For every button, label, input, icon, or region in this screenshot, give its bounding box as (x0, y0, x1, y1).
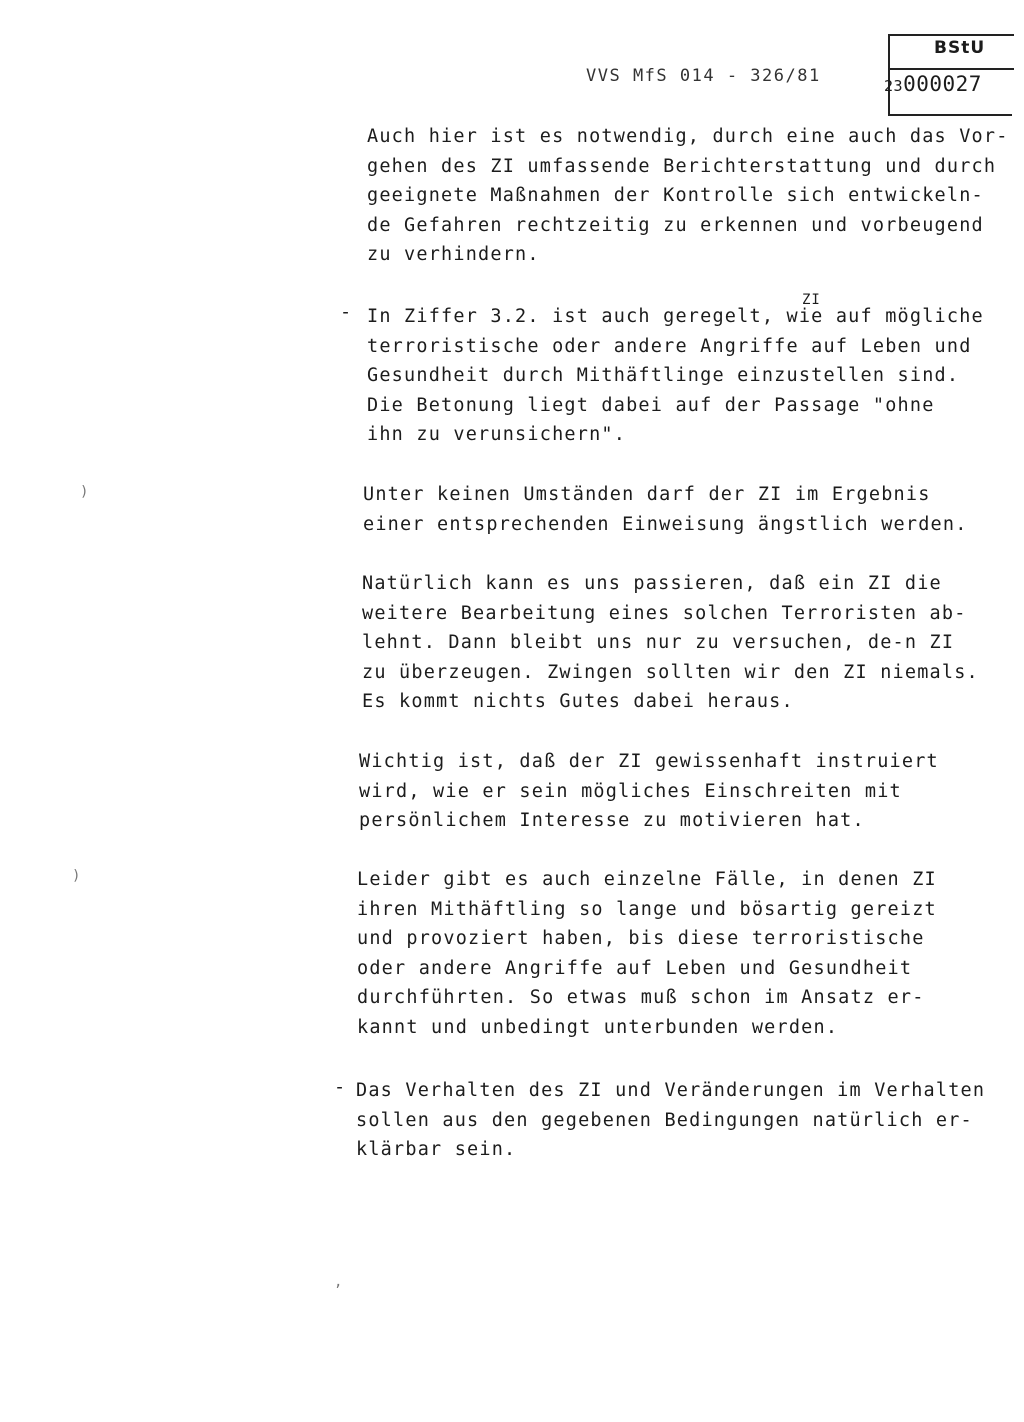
stamp-border-bottom (888, 114, 1012, 116)
text-line: gehen des ZI umfassende Berichterstattung und durch (367, 155, 997, 177)
text-line: Es kommt nichts Gutes dabei heraus. (362, 691, 794, 712)
text-line: oder andere Angriffe auf Leben und Gesundheit (357, 957, 913, 979)
text-line: lehnt. Dann bleibt uns nur zu versuchen, de-n ZI (362, 632, 955, 653)
text-line: terroristische oder andere Angriffe auf Leben und (367, 335, 972, 357)
bullet-dash: - (334, 1077, 346, 1098)
text-line: sollen aus den gegebenen Bedingungen natürlich er- (356, 1109, 973, 1131)
scan-speck: ) (72, 868, 81, 884)
text-line: Gesundheit durch Mithäftlinge einzustellen sind. (367, 365, 960, 386)
text-line: zu überzeugen. Zwingen sollten wir den ZI niemals. (362, 661, 979, 683)
text-line: Das Verhalten des ZI und Veränderungen im Verhalten (356, 1080, 986, 1101)
text-line: durchführten. So etwas muß schon im Ansatz er- (357, 987, 925, 1008)
paragraph-6 (357, 865, 937, 1042)
text-line: de Gefahren rechtzeitig zu erkennen und vorbeugend (367, 214, 984, 236)
stamp-label: BStU (934, 38, 986, 58)
text-line: Auch hier ist es notwendig, durch eine auch das Vor- (367, 126, 1009, 147)
text-line: zu verhindern. (367, 244, 540, 265)
text-line: weitere Bearbeitung eines solchen Terroristen ab- (362, 602, 967, 624)
stamp-number (884, 72, 982, 96)
bullet-dash: - (340, 302, 352, 323)
text-line: und provoziert haben, bis diese terroristische (357, 928, 925, 949)
text-line: Natürlich kann es uns passieren, daß ein ZI die (362, 573, 942, 594)
text-line: einer entsprechenden Einweisung ängstlich werden. (363, 513, 968, 535)
text-line: klärbar sein. (356, 1139, 517, 1160)
stamp-number-prefix: 23 (884, 77, 904, 95)
text-line: ihn zu verunsichern". (367, 424, 627, 445)
text-line: In Ziffer 3.2. ist auch geregelt, wie auf mögliche (367, 306, 984, 327)
text-line: kannt und unbedingt unterbunden werden. (357, 1016, 839, 1038)
paragraph-7 (356, 1076, 985, 1165)
paragraph-3 (363, 480, 968, 539)
paragraph-2 (367, 302, 984, 450)
document-reference: VVS MfS 014 - 326/81 (586, 66, 821, 86)
text-line: Die Betonung liegt dabei auf der Passage "ohne (367, 394, 935, 416)
text-line: persönlichem Interesse zu motivieren hat. (359, 810, 865, 831)
text-line: ihren Mithäftling so lange und bösartig gereizt (357, 898, 937, 920)
archive-stamp (884, 34, 1014, 118)
paragraph-5 (359, 747, 939, 836)
text-line: wird, wie er sein mögliches Einschreiten mit (359, 780, 902, 802)
text-line: geeignete Maßnahmen der Kontrolle sich entwickeln- (367, 185, 984, 206)
text-line: Leider gibt es auch einzelne Fälle, in denen ZI (357, 869, 937, 890)
text-line: Unter keinen Umständen darf der ZI im Ergebnis (363, 484, 931, 505)
stamp-number-digits: 000027 (903, 72, 982, 96)
handwritten-annotation: ZI (802, 292, 821, 308)
paragraph-4 (362, 569, 979, 717)
scan-speck: ) (80, 484, 89, 500)
paragraph-1 (367, 122, 1009, 270)
scan-speck: , (334, 1274, 343, 1290)
text-line: Wichtig ist, daß der ZI gewissenhaft instruiert (359, 751, 939, 772)
